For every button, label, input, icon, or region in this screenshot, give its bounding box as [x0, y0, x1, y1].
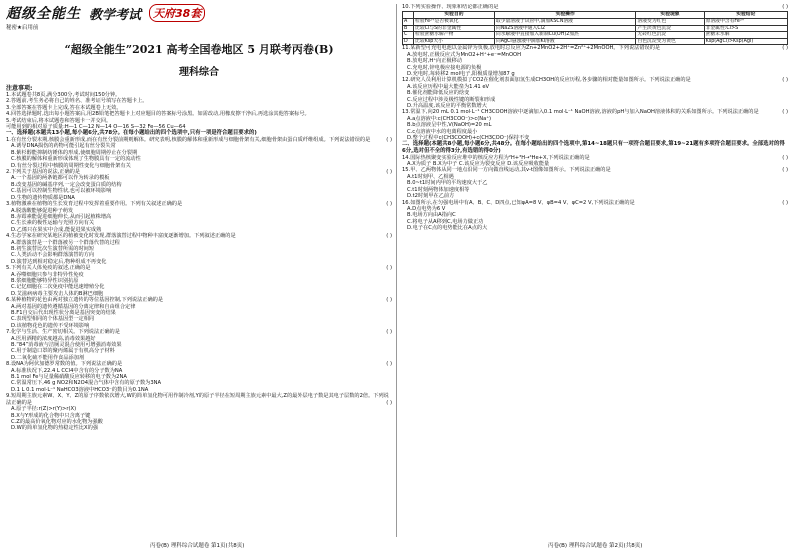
- right-questions-c: [402, 155, 788, 232]
- column-divider: [396, 4, 397, 537]
- question-stem: 9.短周期主族元素W、X、Y、Z的原子序数依次增大,W的简单氢化物可用作制冷剂,Y的原子半径在短周期主族元素中最大,Z的最外层电子数是其电子层数的2倍。下列说法正确的是 ( ): [6, 393, 392, 406]
- question-option: C.生长素的极性运输与光照方向有关: [11, 220, 95, 227]
- question-option: B.催化剂能降低反应的焓变: [407, 90, 470, 97]
- question-option: C.核膜的解体和重新形成体现了生物膜具有一定的流动性: [11, 156, 141, 163]
- header: [6, 4, 392, 22]
- table-cell: 非金属性:Cl>S: [704, 25, 787, 32]
- answer-bracket: ( ): [386, 169, 392, 176]
- question-option: C.反应过程中涉及极性键的断裂和形成: [407, 96, 496, 103]
- answer-bracket: ( ): [782, 154, 788, 161]
- table-cell: D: [403, 38, 414, 45]
- question-option: B.b点溶液呈中性,V(NaOH)=20 mL: [407, 122, 492, 129]
- brand-title: 超级全能生: [6, 6, 81, 22]
- answer-bracket: ( ): [782, 4, 788, 10]
- question-option: B.紫杉醇能抑制纺锤体的形成,使细胞周期停止在分裂期: [11, 149, 138, 156]
- question-option: A.医用酒精的浓度越高,消毒效果越好: [11, 335, 96, 342]
- question-option: B.初生演替比次生演替所需的时间短: [11, 245, 95, 252]
- question-stem: 4.生态学家在研究某地区的植被变化时发现,群落演替过程中物种丰富度逐渐增加。下列叙述正确的是 ( ): [6, 233, 392, 240]
- answer-bracket: ( ): [386, 399, 392, 406]
- table-header-cell: 实验现象: [636, 12, 704, 19]
- question-option: A.X为质子 B.X为中子 C.该反应为裂变反应 D.该反应吸收能量: [407, 161, 550, 168]
- answer-bracket: ( ): [782, 77, 788, 84]
- left-page: [6, 4, 392, 537]
- question-option: C.常温常压下,46 g NO2和N2O4混合气体中含有的原子数为3NA: [11, 380, 162, 387]
- footer-right: 丙卷(B) 理科综合试题卷 第2页(共8页): [548, 543, 643, 549]
- answer-bracket: ( ): [782, 45, 788, 52]
- table-header-cell: 实验目的: [414, 12, 495, 19]
- answer-bracket: ( ): [782, 109, 788, 116]
- table-cell: 蔗糖未水解: [704, 32, 787, 39]
- section-two-heading: 二、选择题(本题共8小题,每小题6分,共48分。在每小题给出的四个选项中,第14~18题只有一项符合题目要求,第19~21题有多项符合题目要求。全部选对的得6分,选对但不全的得3分,有选错的得0分): [402, 141, 785, 155]
- question-option: A.t1时刻甲、乙相遇: [407, 173, 454, 180]
- question-option: D.演替达到相对稳定后,物种组成不再变化: [11, 258, 107, 265]
- table-cell: A: [403, 19, 414, 26]
- question-option: B.1 mol Fe与足量稀硝酸反应转移的电子数为2NA: [11, 374, 127, 381]
- table-cell: 向Na2S溶液中通入Cl2: [494, 25, 636, 32]
- notes-list: [6, 92, 392, 124]
- question-option: C.将电子从A移到C,电场力做正功: [407, 218, 484, 225]
- answer-bracket: ( ): [782, 199, 788, 206]
- question-stem: 6.某种植物的花色由两对独立遗传的等位基因控制,下列说法正确的是 ( ): [6, 297, 392, 304]
- answer-bracket: ( ): [386, 233, 392, 240]
- question-option: B.X与Y形成的化合物中只含离子键: [11, 412, 91, 419]
- question-option: D.1 L 0.1 mol·L⁻¹ NaHCO3溶液中HCO3⁻的数目为0.1NA: [11, 386, 149, 393]
- note-item: 1.本试题卷共8页,满分300分,考试时间150分钟。: [6, 92, 121, 98]
- question-option: C.c点溶液中水的电离程度最小: [407, 128, 478, 135]
- question-stem: 3.植物激素在植物的生长发育过程中发挥着重要作用。下列有关叙述正确的是 ( ): [6, 201, 392, 208]
- question-option: A.脱落酸能够促进种子萌发: [11, 207, 74, 214]
- table-row: [403, 38, 788, 45]
- table-header-cell: 实验操作: [494, 12, 636, 19]
- table-cell: C: [403, 32, 414, 39]
- question-stem: 8.设NA为阿伏加德罗常数的值。下列说法正确的是 ( ): [6, 361, 392, 368]
- question-option: B.放电时,H⁺向正极移动: [407, 58, 462, 65]
- question-option: D.有丝分裂过程中核膜的周期性变化与细胞骨架有关: [11, 162, 131, 169]
- question-option: A.诱导DNA损伤的药物可能引起有丝分裂失常: [11, 143, 116, 150]
- table-cell: 无砖红色沉淀: [636, 32, 704, 39]
- table-cell: 检验Fe²⁺是否被氧化: [414, 19, 495, 26]
- question-option: C.t1时刻两物体加速度相等: [407, 186, 470, 193]
- answer-bracket: ( ): [386, 329, 392, 336]
- answer-bracket: ( ): [386, 201, 392, 208]
- footer-left: 丙卷(B) 理科综合试题卷 第1页(共8页): [150, 543, 245, 549]
- question-option: A.原子半径:r(Z)>r(Y)>r(X): [11, 406, 77, 413]
- table-header-cell: [403, 12, 414, 19]
- table-cell: 溶液变为红色: [636, 19, 704, 26]
- left-questions: [6, 137, 392, 432]
- question-stem: 10.下列实验操作、现象和结论都正确的是 ( ): [402, 4, 788, 10]
- question-stem: 1.在有丝分裂末期,核膜会重新形成,而在有丝分裂前期则解体。研究表明,核膜的解体和重新形成与细胞骨架有关,细胞骨架由蛋白质纤维组成。下列说法错误的是 ( ): [6, 137, 392, 144]
- secret-label: 秘密★启用前: [6, 25, 39, 31]
- question-option: D.t2时刻甲在乙前方: [407, 193, 455, 200]
- question-option: A.放电时,正极反应式为MnO2+H⁺+e⁻=MnOOH: [407, 51, 522, 58]
- table-row: [403, 32, 788, 39]
- question-option: D.整个过程中c(CH3COOH)+c(CH3COO⁻)保持不变: [407, 135, 530, 142]
- right-questions-a: [402, 4, 788, 10]
- question-stem: 15.甲、乙两物体从同一地点沿同一方向做直线运动,其v-t图像如图所示。下列说法正确的是 ( ): [402, 167, 788, 174]
- question-stem: 14.国际热核聚变实验反应堆中的核反应方程为²H+³H→⁴He+X,下列说法正确的是 ( ): [402, 154, 788, 161]
- question-option: C.充电时,锌电极应接电源的负极: [407, 64, 482, 71]
- question-option: B.浆细胞能够特异性识别抗原: [11, 277, 79, 284]
- question-option: B.赤霉素能促进细胞伸长,从而引起植株增高: [11, 213, 112, 220]
- question-stem: 2.下列关于基因的说法,正确的是 ( ): [6, 169, 392, 176]
- question-option: A.标准状况下,22.4 L CCl4中含有的分子数为NA: [11, 367, 123, 374]
- exam-title: 教学考试: [89, 7, 142, 23]
- question-option: A.D点电势为6 V: [407, 205, 446, 212]
- note-item: 4.回答选择题时,选出每小题答案后,用2B铅笔把答题卡上对应题目的答案标号涂黑。如需改动,用橡皮擦干净后,再选涂其他答案标号。: [6, 111, 310, 118]
- question-stem: 16.如图所示,在匀强电场中有A、B、C、D四点,已知φA=8 V、φB=4 V、φC=2 V,下列说法正确的是 ( ): [402, 199, 788, 206]
- question-stem: 7.化学与生活、生产密切相关。下列说法正确的是 ( ): [6, 329, 392, 336]
- question-option: D.电子在C点的电势能比在A点的大: [407, 225, 488, 232]
- exam-name: “超级全能生”2021 高考全国卷地区 5 月联考丙卷(B): [64, 43, 334, 56]
- table-row: [403, 19, 788, 26]
- question-option: A.a点溶液中:c(CH3COO⁻)>c(Na⁺): [407, 115, 492, 122]
- table-row: [403, 25, 788, 32]
- question-option: D.充电时,每转移2 mol电子,阳极质量增加87 g: [407, 71, 515, 77]
- question-option: A.两对基因的遗传遵循基因的分离定律和自由组合定律: [11, 303, 136, 310]
- note-item: 2.答题前,考生务必将自己的姓名、准考证号填写在答题卡上。: [6, 98, 148, 105]
- section-one-heading: 一、选择题(本题共13小题,每小题6分,共78分。在每小题给出的四个选项中,只有一项是符合题目要求的): [6, 130, 257, 137]
- question-option: B.0~t1时间内甲的平均速度大于乙: [407, 180, 488, 187]
- question-option: D.该植物花色的遗传不受环境影响: [11, 322, 90, 329]
- table-cell: Ksp(AgCl)>Ksp(AgI): [704, 38, 787, 45]
- question-stem: 12.研究人员利用计算机模拟了CO2在催化剂表面加氢生成CH3OH的反应历程,各步骤的相对能量如图所示。下列说法正确的是 ( ): [402, 77, 788, 84]
- note-item: 3.全部答案在答题卡上完成,答在本试题卷上无效。: [6, 104, 122, 111]
- question-option: D.升高温度,该反应的平衡常数增大: [407, 103, 487, 110]
- answer-bracket: ( ): [386, 137, 392, 144]
- question-option: C.基因可以控制生物性状,也可以被环境影响: [11, 188, 112, 195]
- table-cell: 取少量溶液于试管中,滴加KSCN溶液: [494, 19, 636, 26]
- question-option: D.二氧化硫不能用作食品添加剂: [11, 354, 85, 361]
- experiment-table: [402, 11, 788, 45]
- question-option: C.表现型相同的个体基因型一定相同: [11, 316, 95, 323]
- question-option: B.“84”消毒液与洁厕灵混合使用可增强消毒效果: [11, 342, 122, 349]
- question-option: D.生物的遗传物质都是DNA: [11, 194, 75, 201]
- question-stem: 13.常温下,向20 mL 0.1 mol·L⁻¹ CH3COOH溶液中逐滴加入0.1 mol·L⁻¹ NaOH溶液,溶液的pH与加入NaOH溶液体积的关系如图所示。下列说法正确的是 ( ): [402, 109, 788, 116]
- table-cell: 产生淡黄色沉淀: [636, 25, 704, 32]
- table-cell: 向AgCl悬浊液中滴加KI溶液: [494, 38, 636, 45]
- right-page: [402, 4, 788, 537]
- notes-heading: 注意事项:: [6, 85, 33, 92]
- answer-bracket: ( ): [386, 361, 392, 368]
- question-option: A.该反应历程中最大能垒为1.41 eV: [407, 83, 490, 90]
- question-option: B.改变基因的碱基序列,一定会改变蛋白质的结构: [11, 181, 122, 188]
- table-cell: 检验蔗糖水解产物: [414, 32, 495, 39]
- question-option: B.电场方向由A指向C: [407, 212, 456, 219]
- table-cell: 比较Cl与S的非金属性: [414, 25, 495, 32]
- question-option: D.乙烯只在果实中合成,能促进果实成熟: [11, 226, 102, 233]
- question-option: B.F1自交后代出现性状分离是基因突变的结果: [11, 310, 116, 316]
- answer-bracket: ( ): [782, 167, 788, 174]
- table-cell: 向水解液中直接加入新制Cu(OH)2加热: [494, 32, 636, 39]
- question-option: C.用于制造口罩的聚丙烯属于有机高分子材料: [11, 348, 115, 355]
- answer-bracket: ( ): [386, 297, 392, 304]
- question-option: D.艾滋病病毒主要攻击人体的B淋巴细胞: [11, 290, 104, 297]
- table-header-row: [403, 12, 788, 19]
- atomic-mass-line: 可能用到的相对原子质量:H—1 C—12 N—14 O—16 S—32 Fe—56 Cu—64: [6, 124, 186, 131]
- table-cell: B: [403, 25, 414, 32]
- table-cell: 原溶液中含有Fe³⁺: [704, 19, 787, 26]
- question-stem: 11.某新型可充电电池以金属锌为负极,放电时总反应为Zn+2MnO2+2H⁺=Zn²⁺+2MnOOH。下列说法错误的是 ( ): [402, 45, 788, 52]
- question-option: A.群落演替是一个群落被另一个群落代替的过程: [11, 239, 120, 246]
- question-option: C.记忆细胞在二次免疫中能迅速增殖分化: [11, 284, 105, 291]
- table-header-cell: 实验结论: [704, 12, 787, 19]
- question-option: A.一个基因的两条链都可以作为转录的模板: [11, 175, 110, 182]
- question-option: C.人类活动不会影响群落演替的方向: [11, 252, 95, 259]
- logo-badge: 天府38套: [149, 4, 205, 22]
- question-stem: 5.下列有关人体免疫的叙述,正确的是 ( ): [6, 265, 392, 272]
- table-body: [403, 19, 788, 45]
- question-option: A.吞噬细胞只参与非特异性免疫: [11, 271, 84, 278]
- right-questions-b: [402, 45, 788, 141]
- note-item: 5.考试结束后,将本试题卷和答题卡一并交回。: [6, 117, 112, 124]
- table-cell: 白色沉淀变为黄色: [636, 38, 704, 45]
- question-option: C.Z的最高价氧化物对应的水化物为强酸: [11, 418, 103, 425]
- table-cell: 比较Ksp大小: [414, 38, 495, 45]
- subject-title: 理科综合: [179, 67, 219, 78]
- answer-bracket: ( ): [386, 265, 392, 272]
- question-option: D.W的简单氢化物的热稳定性比X的强: [11, 425, 98, 432]
